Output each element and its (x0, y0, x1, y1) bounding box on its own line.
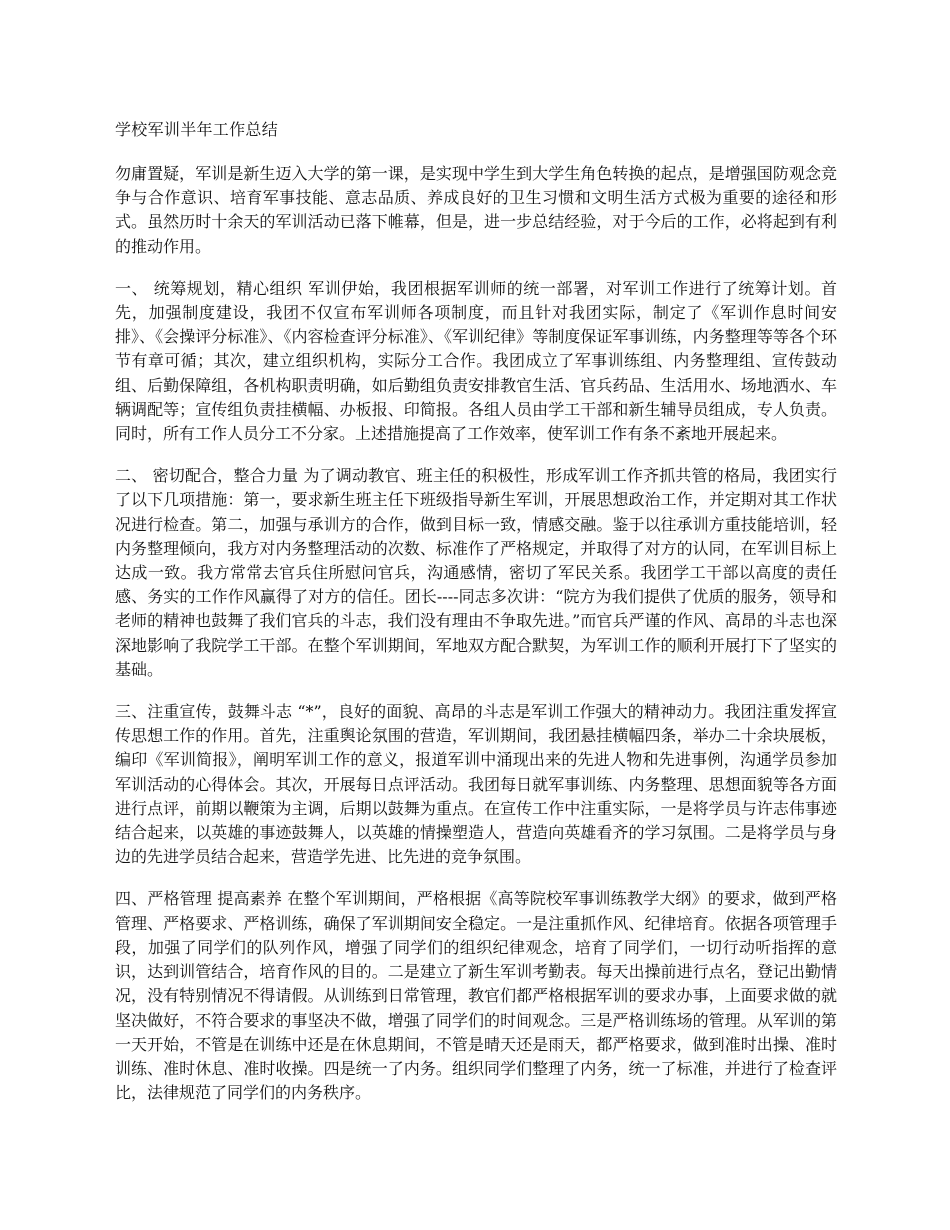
paragraph-section-1: 一、 统筹规划，精心组织 军训伊始，我团根据军训师的统一部署，对军训工作进行了统筹计划。首先，加强制度建设，我团不仅宣布军训师各项制度，而且针对我团实际，制定了《军训作息时间安排》、《会操评分标准》、《内容检查评分标准》、《军训纪律》等制度保证军事训练，内务整理等等各个环节有章可循；其次，建立组织机构，实际分工合作。我团成立了军事训练组、内务整理组、宣传鼓动组、后勤保障组，各机构职责明确，如后勤组负责安排教官生活、官兵药品、生活用水、场地洒水、车辆调配等；宣传组负责挂横幅、办板报、印简报。各组人员由学工干部和新生辅导员组成，专人负责。同时，所有工作人员分工不分家。上述措施提高了工作效率，使军训工作有条不紊地开展起来。 (115, 278, 837, 444)
paragraph-section-2: 二、 密切配合，整合力量 为了调动教官、班主任的积极性，形成军训工作齐抓共管的格局，我团实行了以下几项措施：第一，要求新生班主任下班级指导新生军训，开展思想政治工作，并定期对其工作状况进行检查。第二，加强与承训方的合作，做到目标一致，情感交融。鉴于以往承训方重技能培训，轻内务整理倾向，我方对内务整理活动的次数、标准作了严格规定，并取得了对方的认同，在军训目标上达成一致。我方常常去官兵住所慰问官兵，沟通感情，密切了军民关系。我团学工干部以高度的责任感、务实的工作作风赢得了对方的信任。团长----同志多次讲：“院方为我们提供了优质的服务，领导和老师的精神也鼓舞了我们官兵的斗志，我们没有理由不争取先进。”而官兵严谨的作风、高昂的斗志也深深地影响了我院学工干部。在整个军训期间，军地双方配合默契，为军训工作的顺利开展打下了坚实的基础。 (115, 466, 837, 679)
paragraph-section-4: 四、严格管理 提高素养 在整个军训期间，严格根据《高等院校军事训练教学大纲》的要求，做到严格管理、严格要求、严格训练，确保了军训期间安全稳定。一是注重抓作风、纪律培育。依据各项管理手段，加强了同学们的队列作风，增强了同学们的组织纪律观念，培育了同学们，一切行动听指挥的意识，达到训管结合，培育作风的目的。二是建立了新生军训考勤表。每天出操前进行点名，登记出勤情况，没有特别情况不得请假。从训练到日常管理，教官们都严格根据军训的要求办事，上面要求做的就坚决做好，不符合要求的事坚决不做，增强了同学们的时间观念。三是严格训练场的管理。从军训的第一天开始，不管是在训练中还是在休息期间，不管是晴天还是雨天，都严格要求，做到准时出操、准时训练、准时休息、准时收操。四是统一了内务。组织同学们整理了内务，统一了标准，并进行了检查评比，法律规范了同学们的内务秩序。 (115, 889, 837, 1103)
paragraph-section-3: 三、注重宣传，鼓舞斗志 “*”，良好的面貌、高昂的斗志是军训工作强大的精神动力。我团注重发挥宣传思想工作的作用。首先，注重舆论氛围的营造，军训期间，我团悬挂横幅四条，举办二十余块展板，编印《军训简报》，阐明军训工作的意义，报道军训中涌现出来的先进人物和先进事例，沟通学员参加军训活动的心得体会。其次，开展每日点评活动。我团每日就军事训练、内务整理、思想面貌等各方面进行点评，前期以鞭策为主调，后期以鼓舞为重点。在宣传工作中注重实际，一是将学员与许志伟事迹结合起来，以英雄的事迹鼓舞人，以英雄的情操塑造人，营造向英雄看齐的学习氛围。二是将学员与身边的先进学员结合起来，营造学先进、比先进的竞争氛围。 (115, 702, 837, 867)
paragraph-intro: 勿庸置疑，军训是新生迈入大学的第一课，是实现中学生到大学生角色转换的起点，是增强国防观念竞争与合作意识、培育军事技能、意志品质、养成良好的卫生习惯和文明生活方式极为重要的途径和形式。虽然历时十余天的军训活动已落下帷幕，但是，进一步总结经验，对于今后的工作，必将起到有利的推动作用。 (115, 164, 837, 256)
document-page (115, 118, 837, 1123)
document-title: 学校军训半年工作总结 (115, 120, 279, 139)
